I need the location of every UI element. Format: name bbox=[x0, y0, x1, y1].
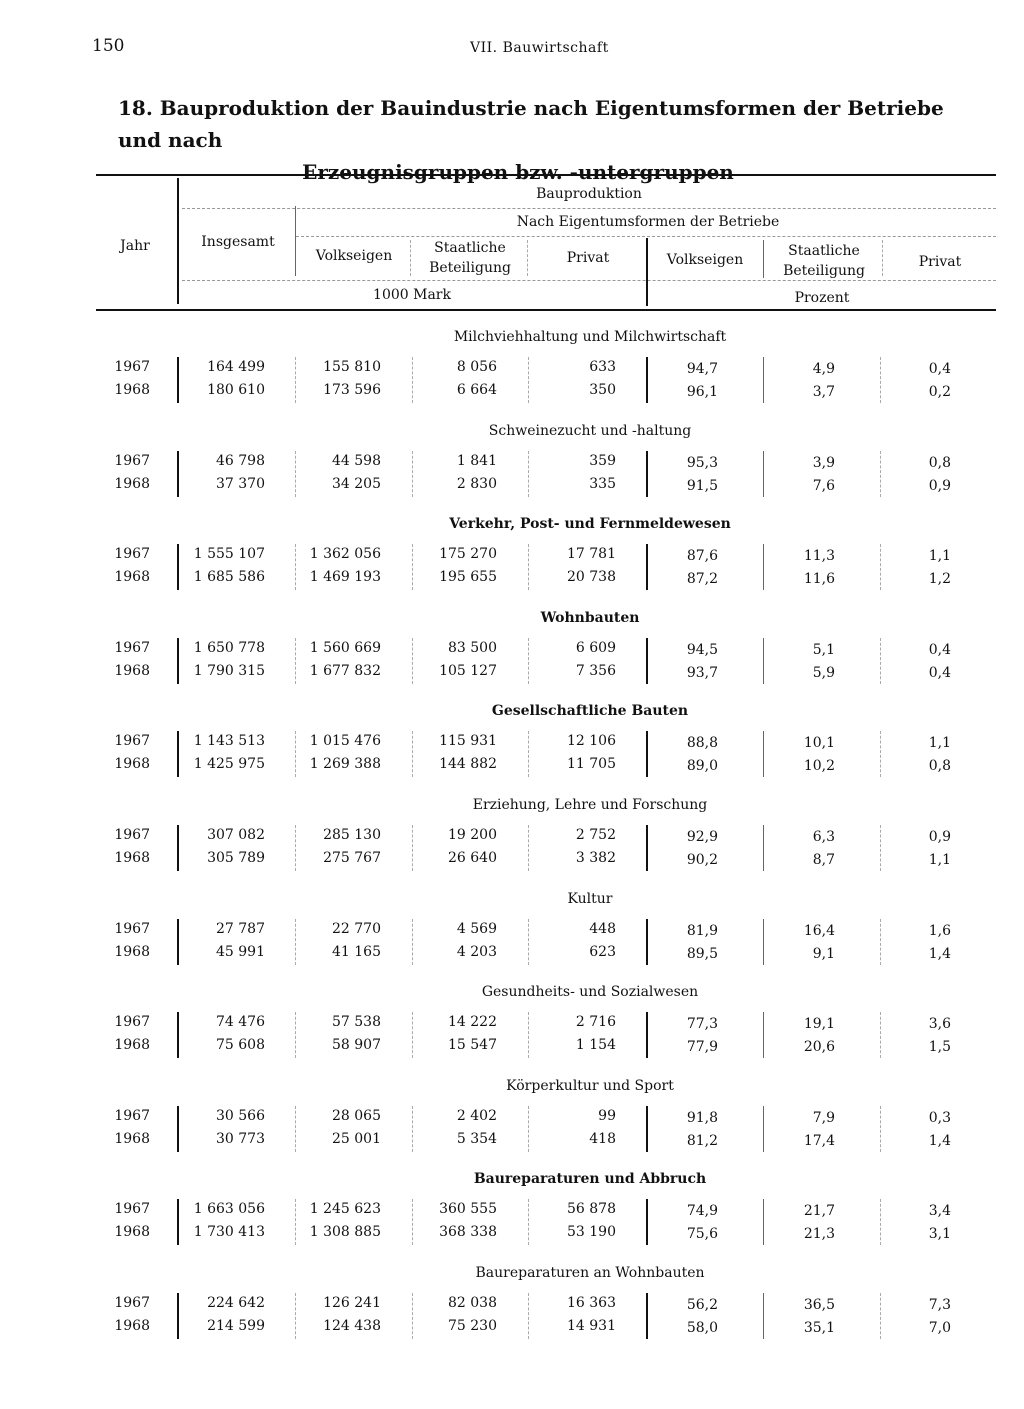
cell-volkseigen-pct: 90,2 bbox=[686, 852, 718, 868]
year-cell: 1967 bbox=[114, 733, 150, 750]
cell-staatliche-mark: 360 555 bbox=[439, 1201, 497, 1218]
cell-insgesamt: 46 798 bbox=[216, 452, 265, 469]
cell-staatliche-pct: 21,7 bbox=[803, 1203, 835, 1220]
cell-staatliche-mark: 14 222 bbox=[448, 1014, 497, 1031]
cell-insgesamt: 1 790 315 bbox=[193, 662, 265, 679]
cell-staatliche-pct: 9,1 bbox=[812, 945, 835, 962]
year-cell: 1967 bbox=[114, 827, 150, 843]
cell-privat-mark: 20 738 bbox=[567, 569, 616, 586]
cell-volkseigen-mark: 25 001 bbox=[332, 1130, 381, 1147]
cell-volkseigen-pct: 77,9 bbox=[686, 1039, 718, 1056]
cell-staatliche-pct: 21,3 bbox=[803, 1226, 835, 1243]
cell-staatliche-pct: 6,3 bbox=[812, 829, 835, 845]
cell-privat-mark: 56 878 bbox=[567, 1201, 616, 1218]
cell-staatliche-pct: 3,9 bbox=[812, 454, 835, 471]
header-unit-mark: 1000 Mark bbox=[373, 287, 451, 303]
cell-volkseigen-mark: 126 241 bbox=[323, 1295, 381, 1311]
header-bottom-rule bbox=[96, 309, 996, 311]
cell-staatliche-pct: 19,1 bbox=[803, 1016, 835, 1033]
cell-volkseigen-pct: 87,2 bbox=[686, 571, 718, 588]
cell-staatliche-pct: 7,6 bbox=[812, 477, 835, 494]
cell-volkseigen-pct: 58,0 bbox=[686, 1320, 718, 1336]
cell-staatliche-pct: 5,9 bbox=[812, 664, 835, 681]
header-staatliche-pct bbox=[765, 241, 883, 281]
header-nach-eigentum: Nach Eigentumsformen der Betriebe bbox=[516, 214, 780, 230]
cell-volkseigen-mark: 1 269 388 bbox=[309, 756, 381, 773]
cell-volkseigen-mark: 124 438 bbox=[323, 1318, 381, 1334]
cell-privat-mark: 2 716 bbox=[575, 1014, 616, 1031]
cell-staatliche-mark: 144 882 bbox=[439, 756, 497, 773]
cell-staatliche-mark: 8 056 bbox=[456, 359, 497, 375]
cell-privat-pct: 1,2 bbox=[928, 571, 951, 588]
header-beteiligung-word-pct: Beteiligung bbox=[783, 263, 865, 279]
cell-privat-pct: 1,1 bbox=[928, 548, 951, 565]
cell-staatliche-mark: 2 402 bbox=[456, 1107, 497, 1124]
cell-volkseigen-mark: 1 362 056 bbox=[309, 546, 381, 563]
cell-insgesamt: 30 773 bbox=[216, 1130, 265, 1147]
section-heading: Wohnbauten bbox=[540, 609, 640, 626]
section-heading: Baureparaturen an Wohnbauten bbox=[475, 1265, 705, 1281]
cell-staatliche-pct: 16,4 bbox=[803, 922, 835, 939]
year-cell: 1968 bbox=[114, 1037, 150, 1054]
cell-volkseigen-mark: 1 015 476 bbox=[309, 733, 381, 750]
year-cell: 1968 bbox=[114, 850, 150, 866]
cell-insgesamt: 30 566 bbox=[216, 1107, 265, 1124]
cell-volkseigen-pct: 74,9 bbox=[686, 1203, 718, 1220]
year-cell: 1967 bbox=[114, 1107, 150, 1124]
cell-privat-mark: 335 bbox=[589, 475, 616, 492]
cell-insgesamt: 224 642 bbox=[207, 1295, 265, 1311]
cell-volkseigen-pct: 77,3 bbox=[686, 1016, 718, 1033]
cell-privat-mark: 350 bbox=[589, 382, 616, 398]
cell-privat-pct: 0,2 bbox=[928, 384, 951, 400]
year-cell: 1967 bbox=[114, 359, 150, 375]
cell-volkseigen-pct: 88,8 bbox=[686, 735, 718, 752]
header-privat-pct: Privat bbox=[918, 254, 962, 270]
cell-volkseigen-mark: 22 770 bbox=[332, 920, 381, 937]
cell-privat-mark: 16 363 bbox=[567, 1295, 616, 1311]
cell-privat-mark: 6 609 bbox=[575, 639, 616, 656]
cell-privat-mark: 7 356 bbox=[575, 662, 616, 679]
title-line-2: Erzeugnisgruppen bzw. -untergruppen bbox=[302, 160, 734, 184]
year-cell: 1967 bbox=[114, 546, 150, 563]
cell-staatliche-mark: 368 338 bbox=[439, 1224, 497, 1241]
year-cell: 1967 bbox=[114, 1014, 150, 1031]
cell-volkseigen-mark: 41 165 bbox=[332, 943, 381, 960]
cell-privat-mark: 2 752 bbox=[575, 827, 616, 843]
cell-volkseigen-mark: 173 596 bbox=[323, 382, 381, 398]
cell-privat-pct: 1,6 bbox=[928, 922, 951, 939]
header-vline-v3 bbox=[763, 240, 764, 278]
cell-privat-mark: 448 bbox=[589, 920, 616, 937]
year-cell: 1967 bbox=[114, 1295, 150, 1311]
cell-privat-pct: 0,3 bbox=[928, 1109, 951, 1126]
cell-staatliche-mark: 195 655 bbox=[439, 569, 497, 586]
cell-insgesamt: 1 425 975 bbox=[193, 756, 265, 773]
cell-insgesamt: 305 789 bbox=[207, 850, 265, 866]
year-cell: 1968 bbox=[114, 569, 150, 586]
header-bauproduktion: Bauproduktion bbox=[536, 186, 642, 202]
cell-volkseigen-pct: 91,5 bbox=[686, 477, 718, 494]
cell-privat-mark: 3 382 bbox=[575, 850, 616, 866]
header-volkseigen-mark: Volkseigen bbox=[315, 248, 393, 264]
cell-privat-pct: 0,4 bbox=[928, 664, 951, 681]
cell-privat-pct: 3,6 bbox=[928, 1016, 951, 1033]
cell-staatliche-pct: 4,9 bbox=[812, 361, 835, 377]
cell-privat-mark: 53 190 bbox=[567, 1224, 616, 1241]
cell-staatliche-pct: 3,7 bbox=[812, 384, 835, 400]
cell-insgesamt: 37 370 bbox=[216, 475, 265, 492]
section-heading: Gesundheits- und Sozialwesen bbox=[481, 984, 699, 1001]
cell-privat-pct: 3,4 bbox=[928, 1203, 951, 1220]
header-rule-2 bbox=[296, 236, 996, 237]
header-unit-prozent: Prozent bbox=[794, 290, 850, 306]
cell-insgesamt: 1 143 513 bbox=[193, 733, 265, 750]
cell-insgesamt: 164 499 bbox=[207, 359, 265, 375]
cell-staatliche-pct: 5,1 bbox=[812, 641, 835, 658]
header-vline-insgesamt bbox=[295, 206, 296, 276]
header-insgesamt: Insgesamt bbox=[201, 234, 275, 250]
year-cell: 1967 bbox=[114, 452, 150, 469]
cell-privat-pct: 1,5 bbox=[928, 1039, 951, 1056]
section-heading: Verkehr, Post- und Fernmeldewesen bbox=[449, 516, 731, 533]
cell-staatliche-mark: 4 569 bbox=[456, 920, 497, 937]
cell-staatliche-mark: 75 230 bbox=[448, 1318, 497, 1334]
cell-staatliche-mark: 6 664 bbox=[456, 382, 497, 398]
cell-privat-mark: 418 bbox=[589, 1130, 616, 1147]
cell-volkseigen-mark: 285 130 bbox=[323, 827, 381, 843]
cell-volkseigen-pct: 91,8 bbox=[686, 1109, 718, 1126]
year-cell: 1968 bbox=[114, 943, 150, 960]
cell-volkseigen-pct: 94,7 bbox=[686, 361, 718, 377]
cell-insgesamt: 214 599 bbox=[207, 1318, 265, 1334]
cell-insgesamt: 45 991 bbox=[216, 943, 265, 960]
cell-insgesamt: 74 476 bbox=[216, 1014, 265, 1031]
cell-volkseigen-pct: 81,9 bbox=[686, 922, 718, 939]
cell-volkseigen-mark: 275 767 bbox=[323, 850, 381, 866]
cell-staatliche-pct: 17,4 bbox=[803, 1132, 835, 1149]
cell-staatliche-mark: 83 500 bbox=[448, 639, 497, 656]
cell-volkseigen-mark: 155 810 bbox=[323, 359, 381, 375]
year-cell: 1968 bbox=[114, 1318, 150, 1334]
cell-insgesamt: 1 730 413 bbox=[193, 1224, 265, 1241]
cell-staatliche-mark: 5 354 bbox=[456, 1130, 497, 1147]
cell-staatliche-mark: 2 830 bbox=[456, 475, 497, 492]
year-cell: 1967 bbox=[114, 1201, 150, 1218]
cell-privat-mark: 623 bbox=[589, 943, 616, 960]
cell-privat-mark: 14 931 bbox=[567, 1318, 616, 1334]
section-heading: Gesellschaftliche Bauten bbox=[491, 703, 689, 720]
cell-insgesamt: 180 610 bbox=[207, 382, 265, 398]
cell-insgesamt: 307 082 bbox=[207, 827, 265, 843]
cell-staatliche-mark: 82 038 bbox=[448, 1295, 497, 1311]
year-cell: 1967 bbox=[114, 920, 150, 937]
cell-staatliche-pct: 11,6 bbox=[803, 571, 835, 588]
cell-volkseigen-pct: 75,6 bbox=[686, 1226, 718, 1243]
cell-volkseigen-mark: 1 677 832 bbox=[309, 662, 381, 679]
cell-staatliche-mark: 26 640 bbox=[448, 850, 497, 866]
cell-privat-mark: 1 154 bbox=[575, 1037, 616, 1054]
cell-staatliche-mark: 15 547 bbox=[448, 1037, 497, 1054]
cell-volkseigen-mark: 44 598 bbox=[332, 452, 381, 469]
section-heading: Milchviehhaltung und Milchwirtschaft bbox=[453, 329, 727, 345]
title-line-1: 18. Bauproduktion der Bauindustrie nach Eigentumsformen der Betriebe und nach bbox=[118, 96, 944, 152]
cell-volkseigen-mark: 34 205 bbox=[332, 475, 381, 492]
cell-volkseigen-pct: 56,2 bbox=[686, 1297, 718, 1313]
cell-volkseigen-pct: 95,3 bbox=[686, 454, 718, 471]
cell-staatliche-pct: 7,9 bbox=[812, 1109, 835, 1126]
cell-privat-pct: 0,9 bbox=[928, 477, 951, 494]
cell-privat-mark: 17 781 bbox=[567, 546, 616, 563]
section-heading: Schweinezucht und -haltung bbox=[488, 422, 692, 439]
cell-privat-mark: 633 bbox=[589, 359, 616, 375]
cell-volkseigen-mark: 1 469 193 bbox=[309, 569, 381, 586]
year-cell: 1968 bbox=[114, 382, 150, 398]
cell-privat-mark: 11 705 bbox=[567, 756, 616, 773]
cell-staatliche-pct: 36,5 bbox=[803, 1297, 835, 1313]
cell-privat-mark: 359 bbox=[589, 452, 616, 469]
cell-privat-pct: 7,3 bbox=[928, 1297, 951, 1313]
cell-privat-pct: 0,8 bbox=[928, 758, 951, 775]
cell-staatliche-pct: 10,1 bbox=[803, 735, 835, 752]
header-staatliche-word: Staatliche bbox=[434, 240, 506, 256]
cell-volkseigen-pct: 96,1 bbox=[686, 384, 718, 400]
cell-privat-pct: 1,4 bbox=[928, 1132, 951, 1149]
cell-insgesamt: 1 650 778 bbox=[193, 639, 265, 656]
cell-volkseigen-mark: 58 907 bbox=[332, 1037, 381, 1054]
cell-privat-pct: 3,1 bbox=[928, 1226, 951, 1243]
year-cell: 1968 bbox=[114, 662, 150, 679]
cell-staatliche-pct: 11,3 bbox=[803, 548, 835, 565]
cell-staatliche-pct: 8,7 bbox=[812, 852, 835, 868]
cell-privat-pct: 0,8 bbox=[928, 454, 951, 471]
cell-volkseigen-pct: 89,5 bbox=[686, 945, 718, 962]
running-head: VII. Bauwirtschaft bbox=[470, 40, 609, 56]
cell-volkseigen-mark: 1 560 669 bbox=[309, 639, 381, 656]
cell-staatliche-pct: 10,2 bbox=[803, 758, 835, 775]
header-top-rule bbox=[96, 174, 996, 176]
year-cell: 1968 bbox=[114, 475, 150, 492]
section-heading: Baureparaturen und Abbruch bbox=[473, 1171, 707, 1188]
cell-insgesamt: 75 608 bbox=[216, 1037, 265, 1054]
section-heading: Erziehung, Lehre und Forschung bbox=[472, 797, 708, 813]
section-heading: Kultur bbox=[567, 890, 613, 907]
header-rule-1 bbox=[182, 208, 996, 209]
header-jahr: Jahr bbox=[120, 238, 150, 254]
cell-volkseigen-pct: 94,5 bbox=[686, 641, 718, 658]
cell-staatliche-pct: 35,1 bbox=[803, 1320, 835, 1336]
cell-privat-pct: 1,1 bbox=[928, 852, 951, 868]
cell-volkseigen-mark: 28 065 bbox=[332, 1107, 381, 1124]
cell-privat-pct: 0,4 bbox=[928, 361, 951, 377]
cell-privat-pct: 0,9 bbox=[928, 829, 951, 845]
year-cell: 1967 bbox=[114, 639, 150, 656]
header-vline-jahr bbox=[177, 178, 179, 304]
header-volkseigen-pct: Volkseigen bbox=[666, 252, 744, 268]
cell-insgesamt: 1 555 107 bbox=[193, 546, 265, 563]
header-privat-mark: Privat bbox=[566, 250, 610, 266]
header-vline-v1 bbox=[410, 240, 411, 276]
year-cell: 1968 bbox=[114, 1224, 150, 1241]
cell-staatliche-pct: 20,6 bbox=[803, 1039, 835, 1056]
cell-privat-pct: 1,4 bbox=[928, 945, 951, 962]
cell-volkseigen-mark: 57 538 bbox=[332, 1014, 381, 1031]
cell-staatliche-mark: 1 841 bbox=[456, 452, 497, 469]
cell-volkseigen-pct: 89,0 bbox=[686, 758, 718, 775]
cell-insgesamt: 1 663 056 bbox=[193, 1201, 265, 1218]
cell-volkseigen-pct: 81,2 bbox=[686, 1132, 718, 1149]
cell-volkseigen-mark: 1 245 623 bbox=[309, 1201, 381, 1218]
section-heading: Körperkultur und Sport bbox=[506, 1077, 674, 1094]
page-number: 150 bbox=[92, 36, 125, 56]
cell-volkseigen-mark: 1 308 885 bbox=[309, 1224, 381, 1241]
cell-staatliche-mark: 4 203 bbox=[456, 943, 497, 960]
cell-insgesamt: 1 685 586 bbox=[193, 569, 265, 586]
cell-staatliche-mark: 175 270 bbox=[439, 546, 497, 563]
cell-privat-mark: 12 106 bbox=[567, 733, 616, 750]
cell-insgesamt: 27 787 bbox=[216, 920, 265, 937]
cell-privat-mark: 99 bbox=[598, 1107, 616, 1124]
cell-staatliche-mark: 115 931 bbox=[439, 733, 497, 750]
cell-staatliche-mark: 105 127 bbox=[439, 662, 497, 679]
cell-volkseigen-pct: 87,6 bbox=[686, 548, 718, 565]
header-beteiligung-word: Beteiligung bbox=[429, 260, 511, 276]
cell-staatliche-mark: 19 200 bbox=[448, 827, 497, 843]
year-cell: 1968 bbox=[114, 756, 150, 773]
header-staatliche-mark bbox=[412, 238, 528, 278]
header-staatliche-word-pct: Staatliche bbox=[788, 243, 860, 259]
cell-volkseigen-pct: 93,7 bbox=[686, 664, 718, 681]
year-cell: 1968 bbox=[114, 1130, 150, 1147]
cell-volkseigen-pct: 92,9 bbox=[686, 829, 718, 845]
cell-privat-pct: 0,4 bbox=[928, 641, 951, 658]
cell-privat-pct: 7,0 bbox=[928, 1320, 951, 1336]
cell-privat-pct: 1,1 bbox=[928, 735, 951, 752]
